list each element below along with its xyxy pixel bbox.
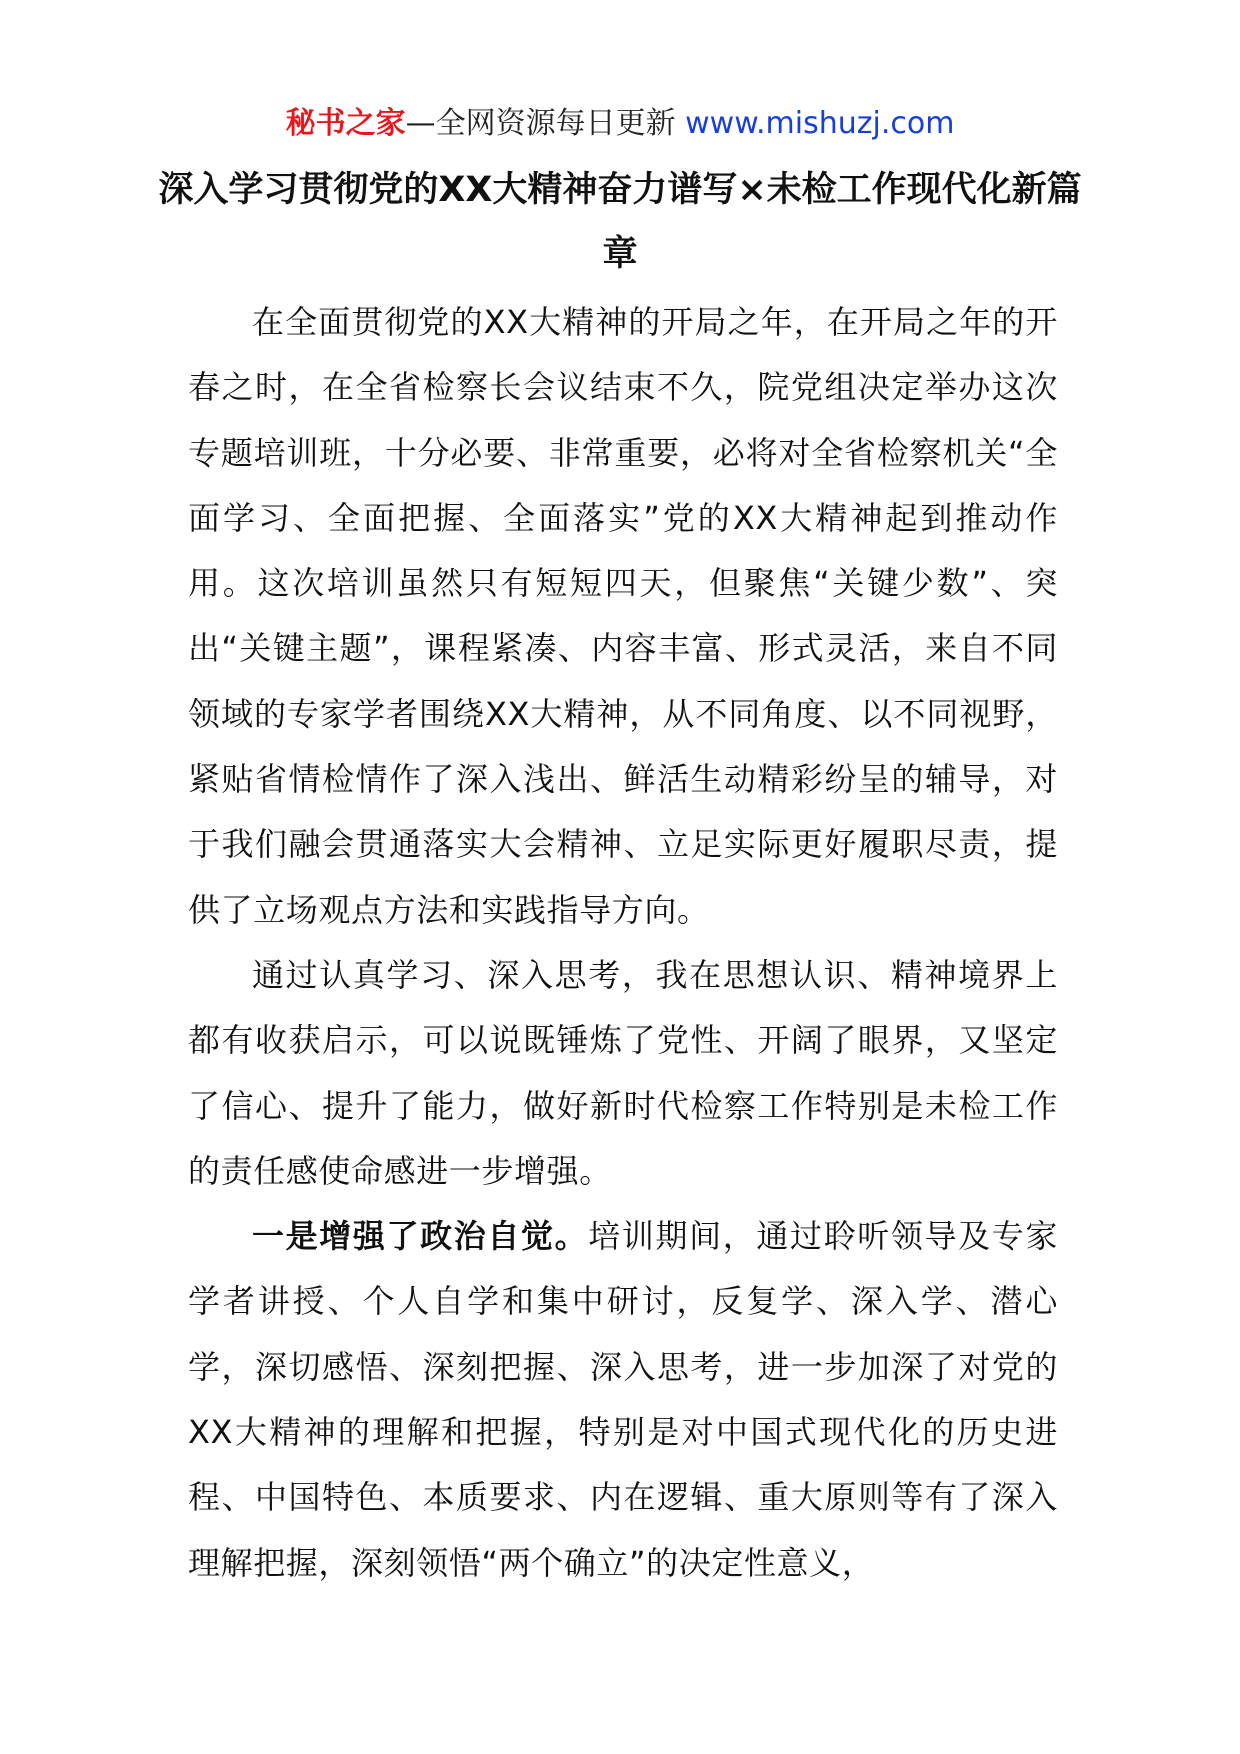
paragraph-1 [188,290,1058,943]
paragraph-text: 在全面贯彻党的XX大精神的开局之年，在开局之年的开春之时，在全省检察长会议结束不久，院党组决定举办这次专题培训班，十分必要、非常重要，必将对全省检察机关“全面学习、全面把握、全面落实”党的XX大精神起到推动作用。这次培训虽然只有短短四天，但聚焦“关键少数”、突出“关键主题”，课程紧凑、内容丰富、形式灵活，来自不同领域的专家学者围绕XX大精神，从不同角度、以不同视野，紧贴省情检情作了深入浅出、鲜活生动精彩纷呈的辅导，对于我们融会贯通落实大会精神、立足实际更好履职尽责，提供了立场观点方法和实践指导方向。 [188,303,1058,929]
paragraph-2 [188,943,1058,1204]
paragraph-text: 培训期间，通过聆听领导及专家学者讲授、个人自学和集中研讨，反复学、深入学、潜心学，深切感悟、深刻把握、深入思考，进一步加深了对党的XX大精神的理解和把握，特别是对中国式现代化的历史进程、中国特色、本质要求、内在逻辑、重大原则等有了深入理解把握，深刻领悟“两个确立”的决定性意义， [188,1217,1058,1582]
paragraph-text: 通过认真学习、深入思考，我在思想认识、精神境界上都有收获启示，可以说既锤炼了党性、开阔了眼界，又坚定了信心、提升了能力，做好新时代检察工作特别是未检工作的责任感使命感进一步增强。 [188,955,1058,1190]
site-url[interactable]: www.mishuzj.com [685,106,955,141]
site-header [0,100,1240,148]
brand-name: 秘书之家 [285,106,406,141]
document-body [188,290,1058,1596]
document-title: 深入学习贯彻党的XX大精神奋力谱写×未检工作现代化新篇章 [158,170,1082,274]
header-tagline: —全网资源每日更新 [405,106,676,141]
paragraph-lead: 一是增强了政治自觉。 [252,1217,589,1256]
paragraph-3 [188,1204,1058,1596]
